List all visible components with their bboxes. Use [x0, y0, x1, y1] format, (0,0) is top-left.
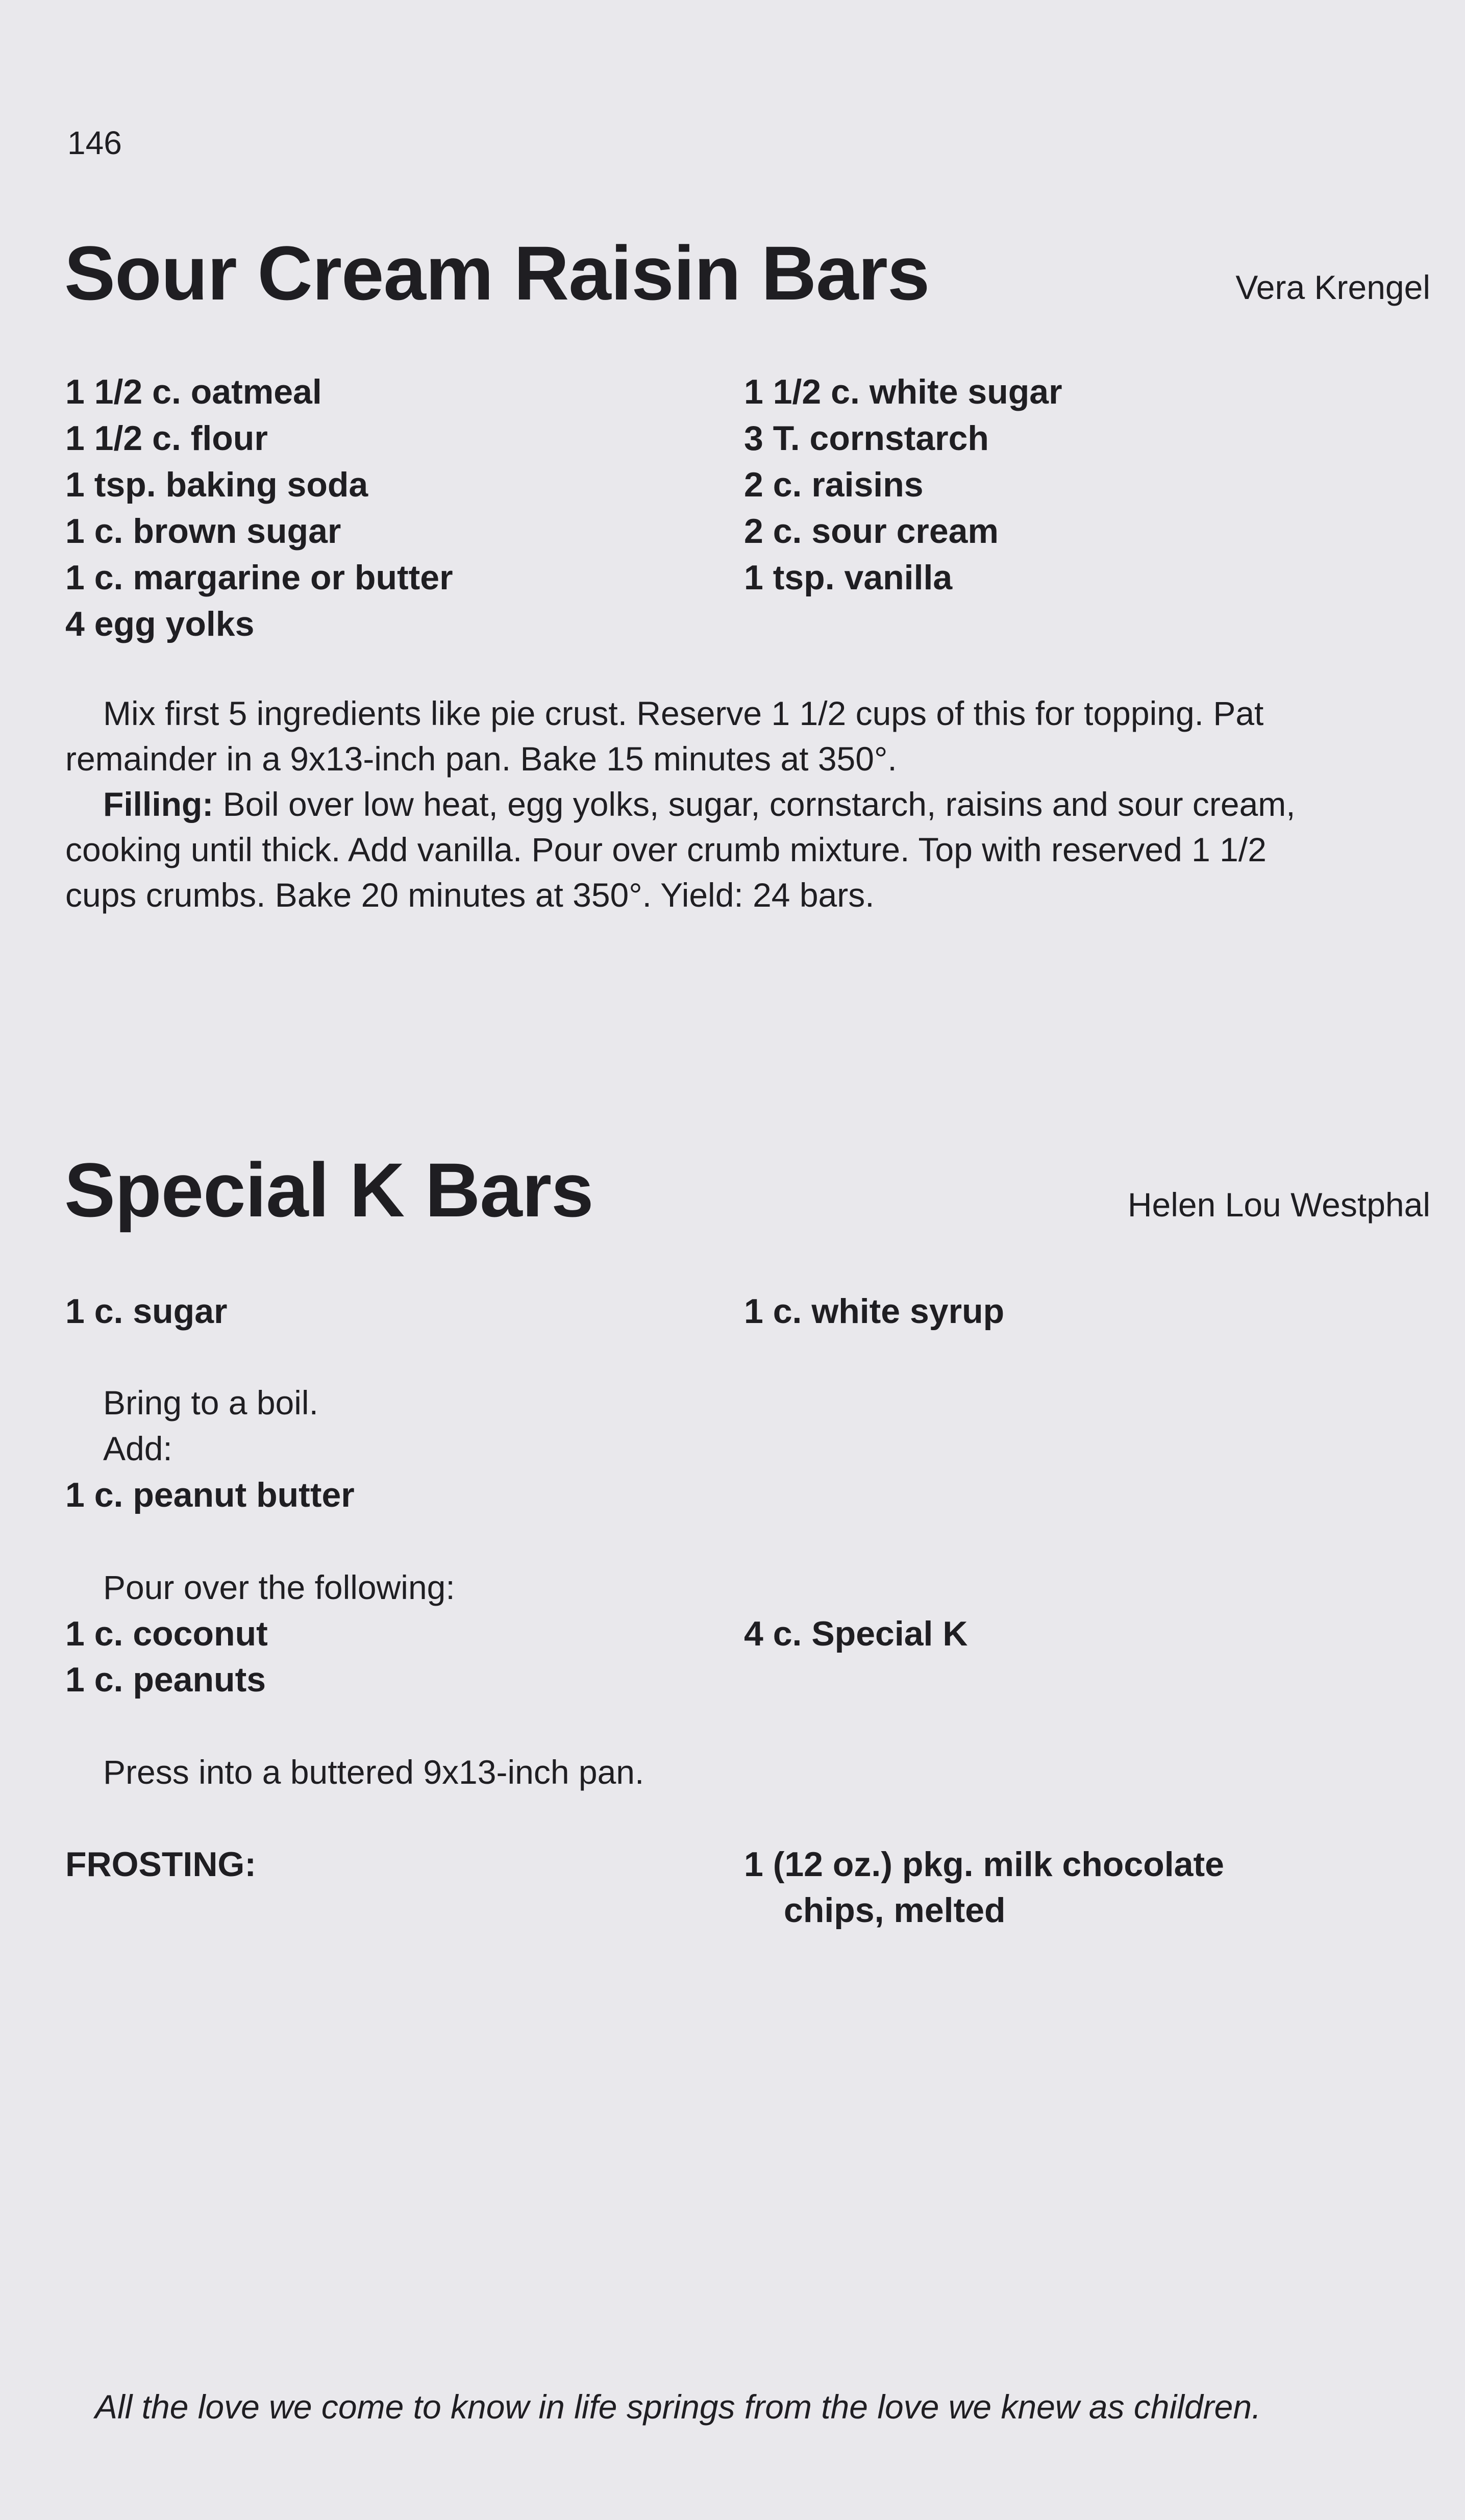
instruction-step: Bring to a boil.: [103, 1384, 318, 1421]
directions-line: Boil over low heat, egg yolks, sugar, cornstarch, raisins and sour cream,: [213, 785, 1296, 823]
ingredient: 1 tsp. baking soda: [65, 465, 368, 504]
directions-line: cooking until thick. Add vanilla. Pour over crumb mixture. Top with reserved 1 1/2: [65, 831, 1267, 868]
ingredient: 1 1/2 c. oatmeal: [65, 372, 322, 411]
instruction-step: Pour over the following:: [103, 1568, 455, 1606]
ingredient: 1 (12 oz.) pkg. milk chocolate: [744, 1845, 1224, 1884]
page-number: 146: [67, 124, 122, 161]
filling-paragraph: [65, 782, 1296, 827]
filling-label: Filling:: [103, 785, 214, 823]
instruction-step: Add:: [103, 1430, 172, 1467]
ingredient: 1 c. brown sugar: [65, 512, 341, 551]
recipe-author: Vera Krengel: [1235, 268, 1430, 306]
ingredient: 1 c. peanuts: [65, 1660, 266, 1699]
directions-line: remainder in a 9x13-inch pan. Bake 15 minutes at 350°.: [65, 740, 897, 778]
ingredient: 1 c. sugar: [65, 1292, 228, 1331]
ingredient: 1 c. peanut butter: [65, 1476, 355, 1514]
footer-quote: All the love we come to know in life springs from the love we knew as children.: [95, 2388, 1261, 2426]
ingredient: 2 c. raisins: [744, 465, 924, 504]
frosting-label: FROSTING:: [65, 1845, 256, 1884]
ingredient: 1 c. coconut: [65, 1614, 268, 1653]
ingredient: 1 1/2 c. flour: [65, 419, 268, 458]
ingredient: 1 c. white syrup: [744, 1292, 1005, 1331]
instruction-step: Press into a buttered 9x13-inch pan.: [103, 1753, 644, 1791]
ingredient-continuation: chips, melted: [784, 1891, 1006, 1930]
ingredient: 3 T. cornstarch: [744, 419, 989, 458]
recipe-title: Special K Bars: [64, 1147, 593, 1233]
recipe-author: Helen Lou Westphal: [1127, 1186, 1430, 1224]
ingredient: 2 c. sour cream: [744, 512, 999, 551]
recipe-directions: [65, 691, 1296, 918]
ingredient-list-right: [744, 369, 1062, 601]
ingredient: 1 tsp. vanilla: [744, 558, 953, 597]
directions-line: Mix first 5 ingredients like pie crust. Reserve 1 1/2 cups of this for topping. Pat: [103, 694, 1264, 732]
ingredient-list-left: [65, 369, 453, 647]
recipe-title: Sour Cream Raisin Bars: [64, 230, 930, 316]
ingredient: 4 egg yolks: [65, 605, 255, 643]
directions-line: cups crumbs. Bake 20 minutes at 350°. Yield: 24 bars.: [65, 876, 875, 914]
ingredient: 4 c. Special K: [744, 1614, 968, 1653]
ingredient: 1 1/2 c. white sugar: [744, 372, 1062, 411]
ingredient: 1 c. margarine or butter: [65, 558, 453, 597]
